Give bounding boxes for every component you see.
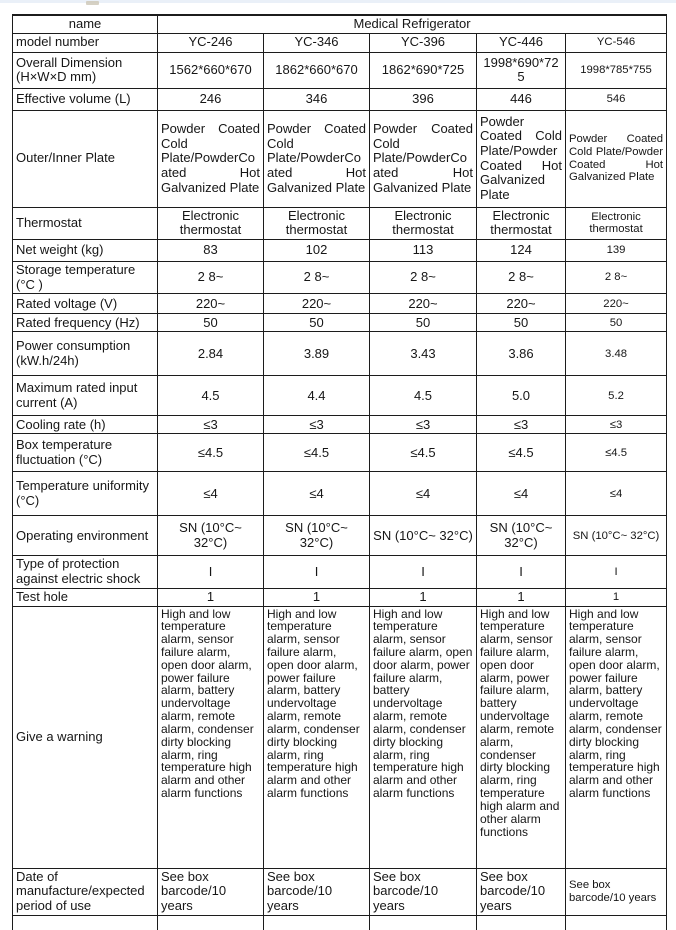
row-label-cell: Temperature uniformity (°C) xyxy=(13,472,158,516)
value-cell: High and low temperature alarm, sensor failure alarm, open door alarm, power failure alarm, battery undervoltage alarm, remote alarm, condenser dirty blocking alarm, ring temperature high alarm and other alarm functions xyxy=(477,606,566,868)
value-cell: ≤4.5 xyxy=(158,434,264,472)
value-cell: See box barcode/10 years xyxy=(158,868,264,915)
spec-table xyxy=(12,14,667,930)
table-row xyxy=(13,110,667,207)
value-cell: 50 xyxy=(264,314,370,332)
row-label-cell: Net weight (kg) xyxy=(13,240,158,262)
table-row xyxy=(13,314,667,332)
value-cell: ≤4 xyxy=(566,472,667,516)
value-cell: ≤3 xyxy=(370,416,477,434)
value-cell: YC-546 xyxy=(566,33,667,52)
value-cell: 220~ xyxy=(566,294,667,314)
value-cell: 50 xyxy=(566,314,667,332)
table-row xyxy=(13,472,667,516)
value-cell: 2 8~ xyxy=(264,262,370,294)
value-cell: I xyxy=(370,556,477,588)
row-label-cell: Maximum rated input current (A) xyxy=(13,376,158,416)
value-cell: 220~ xyxy=(477,294,566,314)
value-cell: 1 xyxy=(264,588,370,606)
value-cell: ≤4.5 xyxy=(566,434,667,472)
row-label-cell: Rated frequency (Hz) xyxy=(13,314,158,332)
cutoff-cell xyxy=(477,915,566,930)
value-cell: See box barcode/10 years xyxy=(264,868,370,915)
value-cell: Electronic thermostat xyxy=(370,207,477,239)
value-cell: ≤3 xyxy=(158,416,264,434)
value-cell: I xyxy=(566,556,667,588)
value-cell: YC-446 xyxy=(477,33,566,52)
value-cell: 1998*785*755 xyxy=(566,52,667,88)
cutoff-row xyxy=(13,915,667,930)
value-cell: High and low temperature alarm, sensor failure alarm, open door alarm, power failure alarm, battery undervoltage alarm, remote alarm, condenser dirty blocking alarm, ring temperature high alarm and other alarm functions xyxy=(370,606,477,868)
value-cell: YC-246 xyxy=(158,33,264,52)
row-label-cell: Date of manufacture/expected period of use xyxy=(13,868,158,915)
value-cell: 546 xyxy=(566,88,667,110)
value-cell: 446 xyxy=(477,88,566,110)
table-row xyxy=(13,416,667,434)
cutoff-cell xyxy=(158,915,264,930)
row-label-cell: Power consumption (kW.h/24h) xyxy=(13,332,158,376)
value-cell: 139 xyxy=(566,240,667,262)
value-cell: 220~ xyxy=(158,294,264,314)
value-cell: Powder Coated Cold Plate/PowderCoated Hot Galvanized Plate xyxy=(264,110,370,207)
value-cell: ≤4.5 xyxy=(264,434,370,472)
value-cell: 4.5 xyxy=(158,376,264,416)
row-label-cell: Box temperature fluctuation (°C) xyxy=(13,434,158,472)
cutoff-cell xyxy=(264,915,370,930)
value-cell: ≤4 xyxy=(477,472,566,516)
value-cell: SN (10°C~ 32°C) xyxy=(477,516,566,556)
value-cell: Electronic thermostat xyxy=(566,207,667,239)
value-cell: 1 xyxy=(566,588,667,606)
value-cell: I xyxy=(477,556,566,588)
table-row xyxy=(13,240,667,262)
value-cell: ≤3 xyxy=(477,416,566,434)
value-cell: ≤4.5 xyxy=(477,434,566,472)
value-cell: Powder Coated Cold Plate/Powder Coated Hot Galvanized Plate xyxy=(566,110,667,207)
value-cell: 83 xyxy=(158,240,264,262)
value-cell: Electronic thermostat xyxy=(477,207,566,239)
value-cell: 1 xyxy=(158,588,264,606)
table-row xyxy=(13,606,667,868)
value-cell: ≤4.5 xyxy=(370,434,477,472)
row-label-cell: Give a warning xyxy=(13,606,158,868)
table-row xyxy=(13,376,667,416)
value-cell: 3.86 xyxy=(477,332,566,376)
value-cell: See box barcode/10 years xyxy=(370,868,477,915)
value-cell: 50 xyxy=(158,314,264,332)
value-cell: 1562*660*670 xyxy=(158,52,264,88)
table-row xyxy=(13,516,667,556)
value-cell: 3.43 xyxy=(370,332,477,376)
value-cell: See box barcode/10 years xyxy=(566,868,667,915)
row-label-cell: Outer/Inner Plate xyxy=(13,110,158,207)
value-cell: 346 xyxy=(264,88,370,110)
cutoff-cell xyxy=(370,915,477,930)
value-cell: 1 xyxy=(477,588,566,606)
value-cell: 5.2 xyxy=(566,376,667,416)
value-cell: 4.5 xyxy=(370,376,477,416)
value-cell: 3.48 xyxy=(566,332,667,376)
value-cell: YC-346 xyxy=(264,33,370,52)
value-cell: ≤4 xyxy=(264,472,370,516)
table-row xyxy=(13,33,667,52)
value-cell: See box barcode/10 years xyxy=(477,868,566,915)
value-cell: ≤4 xyxy=(370,472,477,516)
value-cell: I xyxy=(158,556,264,588)
row-label-cell: Effective volume (L) xyxy=(13,88,158,110)
row-label-cell: Test hole xyxy=(13,588,158,606)
row-label-cell: Thermostat xyxy=(13,207,158,239)
top-edge-artifact xyxy=(86,1,99,5)
table-row xyxy=(13,588,667,606)
value-cell: 124 xyxy=(477,240,566,262)
value-cell: SN (10°C~ 32°C) xyxy=(370,516,477,556)
value-cell: 396 xyxy=(370,88,477,110)
value-cell: 2 8~ xyxy=(370,262,477,294)
value-cell: 1862*690*725 xyxy=(370,52,477,88)
table-row xyxy=(13,207,667,239)
table-row xyxy=(13,52,667,88)
row-label-cell: Rated voltage (V) xyxy=(13,294,158,314)
value-cell: YC-396 xyxy=(370,33,477,52)
value-cell: 2 8~ xyxy=(566,262,667,294)
value-cell: Electronic thermostat xyxy=(158,207,264,239)
table-title: Medical Refrigerator xyxy=(158,15,667,33)
value-cell: Electronic thermostat xyxy=(264,207,370,239)
page-top-strip xyxy=(0,0,676,3)
value-cell: 4.4 xyxy=(264,376,370,416)
value-cell: 2 8~ xyxy=(158,262,264,294)
table-row xyxy=(13,262,667,294)
table-row xyxy=(13,294,667,314)
value-cell: 220~ xyxy=(370,294,477,314)
value-cell: ≤4 xyxy=(158,472,264,516)
table-row xyxy=(13,868,667,915)
value-cell: SN (10°C~ 32°C) xyxy=(566,516,667,556)
value-cell: ≤3 xyxy=(566,416,667,434)
table-row xyxy=(13,332,667,376)
value-cell: 220~ xyxy=(264,294,370,314)
value-cell: I xyxy=(264,556,370,588)
table-header-row xyxy=(13,15,667,33)
row-label-cell: Storage temperature (°C ) xyxy=(13,262,158,294)
table-row xyxy=(13,556,667,588)
value-cell: 113 xyxy=(370,240,477,262)
value-cell: Powder Coated Cold Plate/Powder Coated Hot Galvanized Plate xyxy=(477,110,566,207)
value-cell: 1998*690*725 xyxy=(477,52,566,88)
value-cell: SN (10°C~ 32°C) xyxy=(158,516,264,556)
cutoff-cell xyxy=(566,915,667,930)
header-name-cell: name xyxy=(13,15,158,33)
value-cell: 246 xyxy=(158,88,264,110)
value-cell: 3.89 xyxy=(264,332,370,376)
value-cell: Powder Coated Cold Plate/PowderCoated Hot Galvanized Plate xyxy=(158,110,264,207)
table-row xyxy=(13,88,667,110)
value-cell: 1862*660*670 xyxy=(264,52,370,88)
value-cell: 2 8~ xyxy=(477,262,566,294)
row-label-cell: Type of protection against electric shock xyxy=(13,556,158,588)
value-cell: High and low temperature alarm, sensor failure alarm, open door alarm, power failure alarm, battery undervoltage alarm, remote alarm, condenser dirty blocking alarm, ring temperature high alarm and other alarm functions xyxy=(566,606,667,868)
value-cell: 5.0 xyxy=(477,376,566,416)
table-row xyxy=(13,434,667,472)
row-label-cell: Overall Dimension (H×W×D mm) xyxy=(13,52,158,88)
row-label-cell: Operating environment xyxy=(13,516,158,556)
value-cell: Powder Coated Cold Plate/PowderCoated Hot Galvanized Plate xyxy=(370,110,477,207)
value-cell: 50 xyxy=(477,314,566,332)
value-cell: 1 xyxy=(370,588,477,606)
cutoff-cell xyxy=(13,915,158,930)
value-cell: 50 xyxy=(370,314,477,332)
value-cell: 102 xyxy=(264,240,370,262)
value-cell: ≤3 xyxy=(264,416,370,434)
value-cell: High and low temperature alarm, sensor failure alarm, open door alarm, power failure alarm, battery undervoltage alarm, remote alarm, condenser dirty blocking alarm, ring temperature high alarm and other alarm functions xyxy=(158,606,264,868)
value-cell: High and low temperature alarm, sensor failure alarm, open door alarm, power failure alarm, battery undervoltage alarm, remote alarm, condenser dirty blocking alarm, ring temperature high alarm and other alarm functions xyxy=(264,606,370,868)
row-label-cell: Cooling rate (h) xyxy=(13,416,158,434)
value-cell: SN (10°C~ 32°C) xyxy=(264,516,370,556)
row-label-cell: model number xyxy=(13,33,158,52)
value-cell: 2.84 xyxy=(158,332,264,376)
